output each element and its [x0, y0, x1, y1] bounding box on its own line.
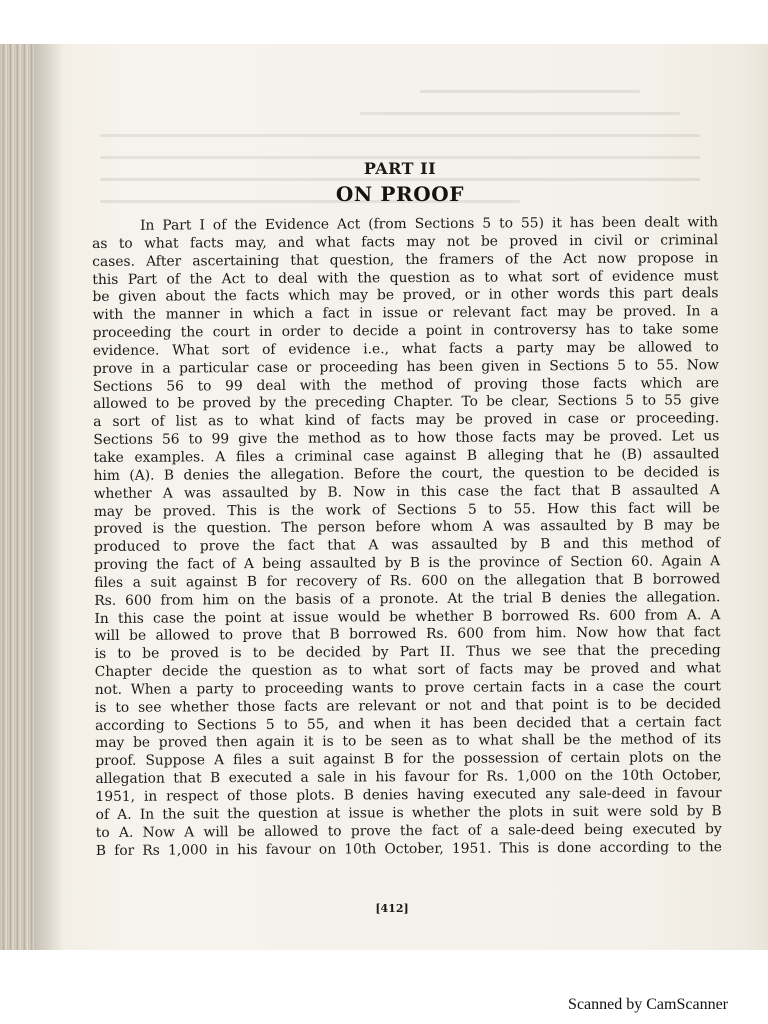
paragraph-line: will be allowed to prove that B borrowed Rs. 600 from him. Now how that fact — [94, 624, 721, 645]
paragraph-line: allegation that B executed a sale in his favour for Rs. 1,000 on the 10th October, — [95, 767, 722, 788]
paragraph-line: In Part I of the Evidence Act (from Sections 5 to 55) it has been dealt with — [139, 214, 719, 234]
paragraph-line: proving the fact of A being assaulted by B is the province of Section 60. Again A — [94, 553, 721, 574]
paragraph-line: a sort of list as to what kind of facts may be proved in case or proceeding. — [93, 410, 720, 431]
paragraph-line: Chapter decide the question as to what sort of facts may be proved and what — [94, 660, 721, 681]
paragraph-line: 1951, in respect of those plots. B denies having executed any sale-deed in favour — [95, 785, 722, 805]
page-number: [412] — [375, 902, 409, 915]
paragraph-line: with the manner in which a fact in issue or relevant fact may be proved. In a — [92, 303, 719, 324]
paragraph-line: Sections 56 to 99 give the method as to how those facts may be proved. Let us — [93, 428, 720, 449]
paragraph-line: Rs. 600 from him on the basis of a pronote. At the trial B denies the allegation. — [94, 588, 721, 609]
paragraph-line: take examples. A files a criminal case against B alleging that he (B) assaulted — [93, 446, 720, 466]
part-heading: PART II — [363, 159, 437, 178]
paragraph-line: according to Sections 5 to 55, and when it has been decided that a certain fact — [95, 713, 722, 734]
paragraph-line: is to see whether those facts are relevant or not and that point is to be decided — [94, 695, 722, 716]
body-paragraph — [92, 214, 726, 860]
paragraph-line: him (A). B denies the allegation. Before the court, the question to be decided is — [93, 463, 720, 484]
paragraph-line: this Part of the Act to deal with the question as to what sort of evidence must — [92, 267, 719, 288]
paragraph-line: allowed to be proved by the preceding Chapter. To be clear, Sections 5 to 55 give — [93, 392, 720, 413]
paragraph-line: may be proved. This is the work of Sections 5 to 55. How this fact will be — [93, 499, 720, 520]
paragraph-line: In this case the point at issue would be whether B borrowed Rs. 600 from A. A — [94, 606, 721, 627]
paragraph-line: proved is the question. The person before whom A was assaulted by B may be — [93, 517, 720, 538]
scanner-watermark: Scanned by CamScanner — [568, 996, 728, 1013]
paragraph-line: prove in a particular case or proceeding has been given in Sections 5 to 55. Now — [92, 356, 719, 377]
paragraph-line: produced to prove the fact that A was assaulted by B and this method of — [93, 535, 721, 556]
paragraph-line: Sections 56 to 99 deal with the method of proving those facts which are — [92, 374, 720, 395]
paragraph-line: not. When a party to proceeding wants to prove certain facts in a case the court — [94, 678, 721, 698]
paragraph-line: to A. Now A will be allowed to prove the fact of a sale-deed being executed by — [95, 820, 722, 841]
paragraph-line: as to what facts may, and what facts may not be proved in civil or criminal — [92, 232, 719, 252]
paragraph-line: B for Rs 1,000 in his favour on 10th October, 1951. This is done according to the — [95, 838, 722, 859]
paragraph-line: evidence. What sort of evidence i.e., what facts a party may be allowed to — [92, 339, 719, 359]
paragraph-line: files a suit against B for recovery of Rs. 600 on the allegation that B borrowed — [94, 571, 721, 591]
paragraph-line: be given about the facts which may be proved, or in other words this part deals — [92, 285, 719, 306]
paragraph-line: whether A was assaulted by B. Now in this case the fact that B assaulted A — [93, 481, 720, 502]
paragraph-line: may be proved then again it is to be seen as to what shall be the method of its — [95, 731, 722, 752]
paragraph-line: proof. Suppose A files a suit against B for the possession of certain plots on the — [95, 749, 722, 770]
paragraph-line: cases. After ascertaining that question, the framers of the Act now propose in — [92, 249, 719, 270]
book-page — [0, 44, 768, 950]
paragraph-line: proceeding the court in order to decide a point in controversy has to take some — [92, 321, 719, 342]
paragraph-line: is to be proved is to be decided by Part II. Thus we see that the preceding — [94, 642, 721, 663]
page-edges-texture — [0, 44, 34, 950]
chapter-title: ON PROOF — [335, 182, 465, 206]
paragraph-line: of A. In the suit the question at issue is whether the plots in suit were sold by B — [95, 803, 722, 823]
